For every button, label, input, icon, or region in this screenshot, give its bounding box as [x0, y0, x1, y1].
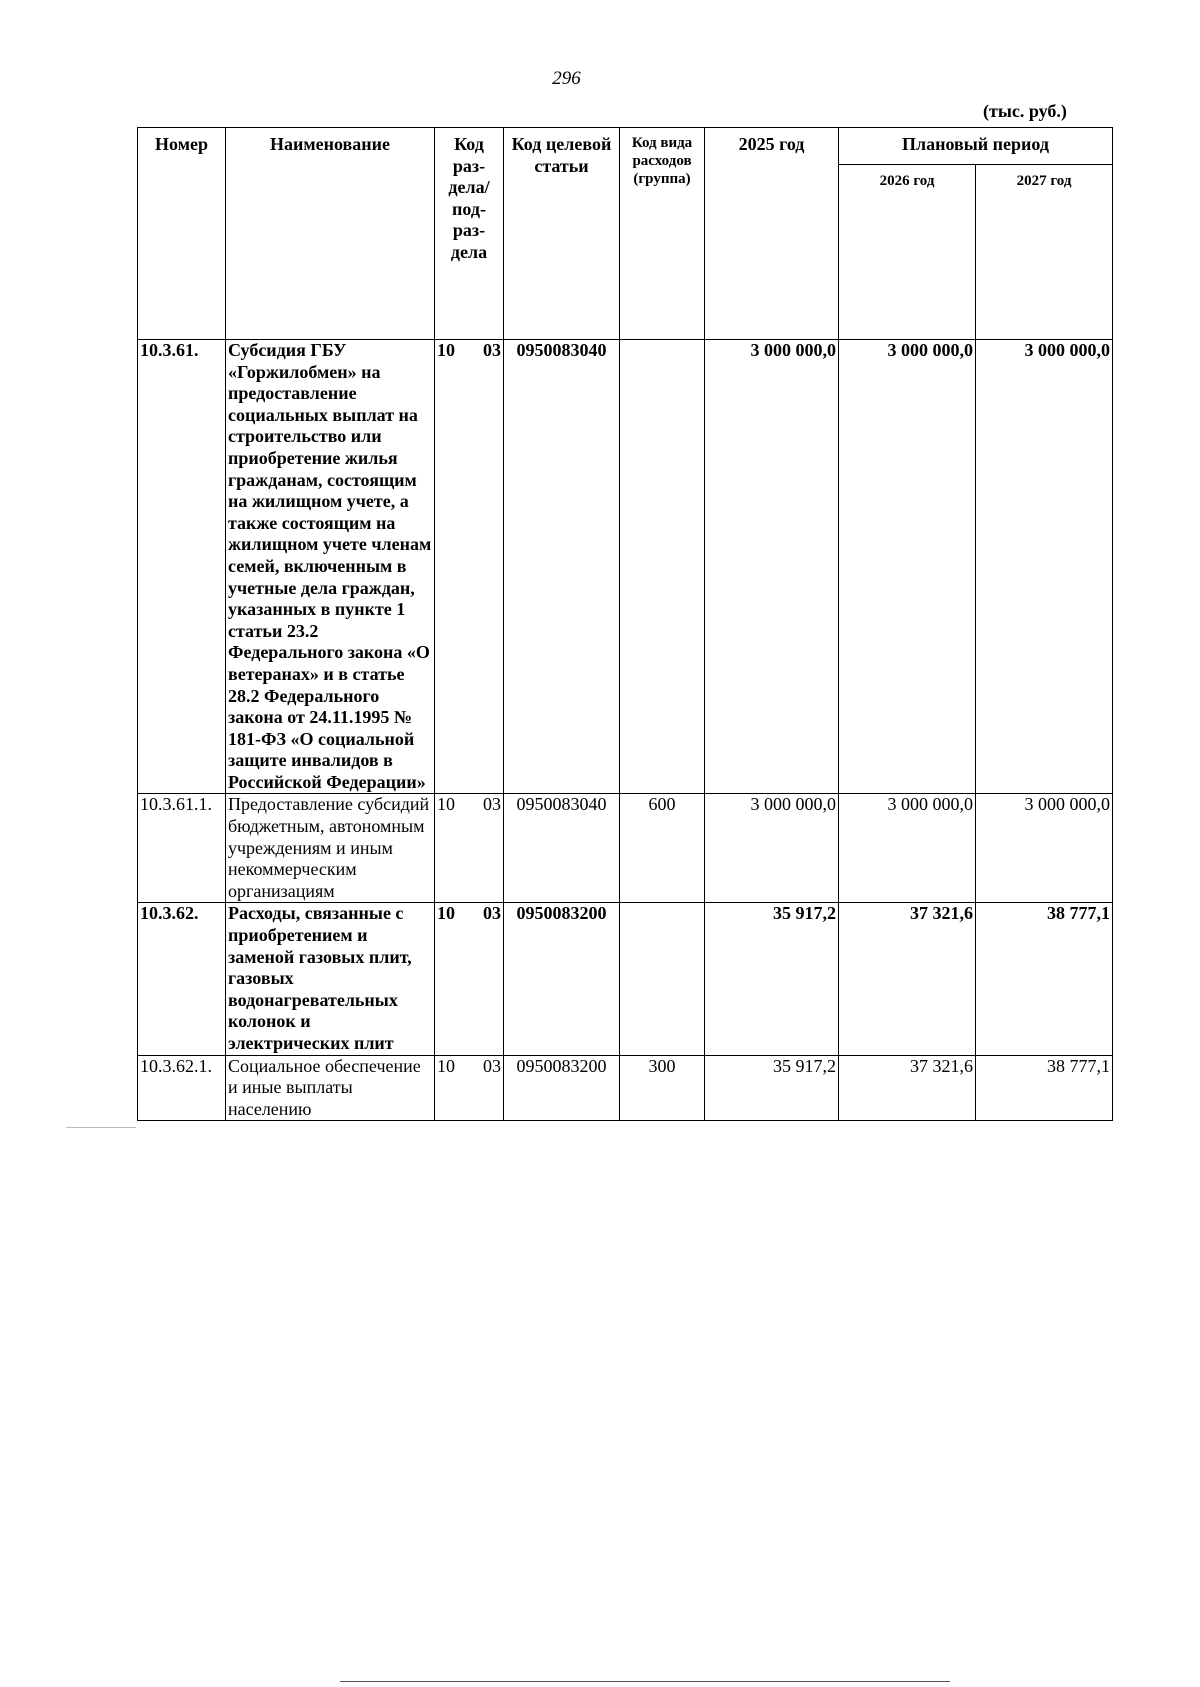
row-subsection: 03: [483, 903, 501, 924]
header-section: [435, 128, 504, 340]
row-number: 10.3.61.: [138, 340, 226, 794]
row-name: Расходы, связанные с приобретением и заменой газовых плит, газовых водонагревательных колонок и электрических плит: [226, 903, 435, 1055]
row-section-code: [435, 794, 504, 903]
row-amount-2026: 3 000 000,0: [839, 794, 976, 903]
row-expense-type: [620, 340, 705, 794]
row-amount-2025: 35 917,2: [705, 1055, 839, 1121]
table-row: [138, 1055, 1113, 1121]
row-name: Социальное обеспечение и иные выплаты населению: [226, 1055, 435, 1121]
row-section: 10: [437, 340, 455, 360]
header-name: Наименование: [226, 128, 435, 340]
row-section-code: [435, 340, 504, 794]
row-amount-2027: 3 000 000,0: [976, 794, 1113, 903]
row-amount-2027: 38 777,1: [976, 903, 1113, 1055]
row-amount-2026: 37 321,6: [839, 903, 976, 1055]
row-subsection: 03: [483, 1055, 501, 1076]
budget-table: [137, 127, 1113, 1121]
row-expense-type: 600: [620, 794, 705, 903]
row-number: 10.3.62.: [138, 903, 226, 1055]
row-number: 10.3.62.1.: [138, 1055, 226, 1121]
margin-mark: [66, 1127, 136, 1128]
row-amount-2025: 3 000 000,0: [705, 340, 839, 794]
row-section: 10: [437, 903, 455, 924]
row-subsection: 03: [483, 340, 501, 360]
row-subsection: 03: [483, 794, 501, 815]
header-target: Код целевой статьи: [504, 128, 620, 340]
header-year-2025: 2025 год: [705, 128, 839, 340]
header-expense-type: Код вида расходов (группа): [620, 128, 705, 340]
header-year-2026: 2026 год: [839, 165, 976, 340]
row-target-code: 0950083040: [504, 794, 620, 903]
row-name: Субсидия ГБУ «Горжилобмен» на предоставление социальных выплат на строительство или приобретение жилья гражданам, состоящим на жилищном учете, а также состоящим на жилищном учете членам семей, включенным в учетные дела граждан, указанных в пункте 1 статьи 23.2 Федерального закона «О ветеранах» и в статье 28.2 Федерального закона от 24.11.1995 № 181-ФЗ «О социальной защите инвалидов в Российской Федерации»: [226, 340, 435, 794]
row-section: 10: [437, 794, 455, 815]
page-number: 296: [552, 68, 581, 89]
footer-line: [340, 1681, 950, 1682]
row-amount-2027: 3 000 000,0: [976, 340, 1113, 794]
table-row: [138, 794, 1113, 903]
table-row: [138, 340, 1113, 794]
row-target-code: 0950083040: [504, 340, 620, 794]
row-number: 10.3.61.1.: [138, 794, 226, 903]
row-amount-2025: 35 917,2: [705, 903, 839, 1055]
row-amount-2026: 37 321,6: [839, 1055, 976, 1121]
row-amount-2027: 38 777,1: [976, 1055, 1113, 1121]
row-target-code: 0950083200: [504, 903, 620, 1055]
row-section: 10: [437, 1055, 455, 1076]
row-section-code: [435, 903, 504, 1055]
row-expense-type: 300: [620, 1055, 705, 1121]
header-number: Номер: [138, 128, 226, 340]
row-amount-2025: 3 000 000,0: [705, 794, 839, 903]
row-target-code: 0950083200: [504, 1055, 620, 1121]
header-year-2027: 2027 год: [976, 165, 1113, 340]
header-planned-period: Плановый период: [839, 128, 1113, 165]
row-expense-type: [620, 903, 705, 1055]
units-label: (тыс. руб.): [983, 101, 1067, 121]
row-name: Предоставление субсидий бюджетным, автономным учреждениям и иным некоммерческим организациям: [226, 794, 435, 903]
header-section-label: Код раз- дела/ под- раз- дела: [448, 134, 490, 262]
row-section-code: [435, 1055, 504, 1121]
row-amount-2026: 3 000 000,0: [839, 340, 976, 794]
table-row: [138, 903, 1113, 1055]
